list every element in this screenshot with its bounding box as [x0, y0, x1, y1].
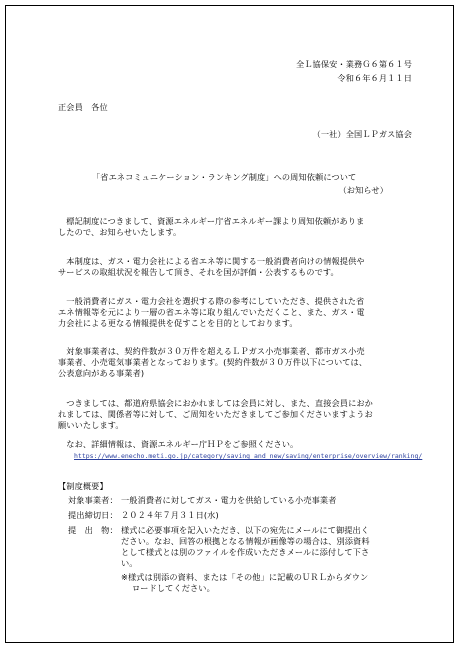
sender: （一社）全国ＬＰガス協会 — [312, 129, 412, 139]
addressee: 正会員 各位 — [58, 102, 108, 112]
document-subtitle: （お知らせ） — [338, 185, 388, 195]
doc-number: 全Ｌ協保安・業務Ｇ６第６１号 — [295, 59, 412, 69]
document-page — [5, 5, 454, 643]
document-title: 「省エネコミュニケーション・ランキング制度」への周知依頼について — [92, 172, 357, 182]
submission-line-2: ださい。なお、回答の根拠となる情報が画像等の場合は、別添資料 — [121, 536, 370, 546]
paragraph-1-line-1: 標記制度につきまして、資源エネルギー庁省エネルギー課より周知依頼がありま — [58, 216, 365, 226]
paragraph-3-line-2: エネ情報等を元により一層の省エネ等に取り組んでいただくこと、また、ガス・電 — [58, 307, 365, 317]
paragraph-4-line-3: 公表意向がある事業者) — [58, 368, 145, 378]
overview-heading: 【制度概要】 — [58, 481, 108, 491]
target-label: 対象事業者： — [68, 495, 118, 505]
detail-info-link[interactable]: https://www.enecho.meti.go.jp/category/saving_and_new/saving/enterprise/overview/ranking/ — [74, 452, 423, 460]
note-line-2: ロードしてください。 — [132, 583, 215, 593]
paragraph-4-line-2: 事業者、小売電気事業者となっております。(契約件数が３０万件以下については、 — [58, 357, 368, 367]
paragraph-3-line-1: 一般消費者にガス・電力会社を選択する際の参考にしていただき、提供された省 — [58, 296, 365, 306]
paragraph-5-line-3: 願いいたします。 — [58, 420, 124, 430]
submission-line-3: として様式とは別のファイルを作成いただきメールに添付して下さ — [121, 547, 370, 557]
deadline-value: ２０２４年７月３１日(水) — [121, 510, 219, 520]
paragraph-1-line-2: したので、お知らせいたします。 — [58, 227, 182, 237]
paragraph-3-line-3: 力会社による更なる情報提供を促すことを目的としております。 — [58, 318, 298, 328]
target-value: 一般消費者に対してガス・電力を供給している小売事業者 — [121, 495, 337, 505]
paragraph-5-line-2: れましては、関係者等に対して、ご周知をいただきましてご参加くださいますようお — [58, 409, 373, 419]
paragraph-5-line-1: つきましては、都道府県協会におかれましては会員に対し、また、直接会員におか — [58, 398, 373, 408]
submission-label: 提 出 物： — [68, 525, 118, 535]
deadline-label: 提出締切日： — [68, 510, 118, 520]
paragraph-2-line-1: 本制度は、ガス・電力会社による省エネ等に関する一般消費者向けの情報提供や — [58, 256, 365, 266]
paragraph-4-line-1: 対象事業者は、契約件数が３０万件を超えるＬＰガス小売事業者、都市ガス小売 — [58, 346, 365, 356]
note-line-1: ※様式は別添の資料、または「その他」に記載のＵＲＬからダウン — [121, 572, 369, 582]
submission-line-4: い。 — [121, 558, 138, 568]
submission-line-1: 様式に必要事項を記入いただき、以下の宛先にメールにて御提出く — [121, 525, 370, 535]
paragraph-6: なお、詳細情報は、資源エネルギー庁ＨＰをご参照ください。 — [58, 439, 299, 449]
doc-date: 令和６年６月１１日 — [337, 73, 412, 83]
paragraph-2-line-2: サービスの取組状況を報告して頂き、それを国が評価・公表するものです。 — [58, 267, 339, 277]
